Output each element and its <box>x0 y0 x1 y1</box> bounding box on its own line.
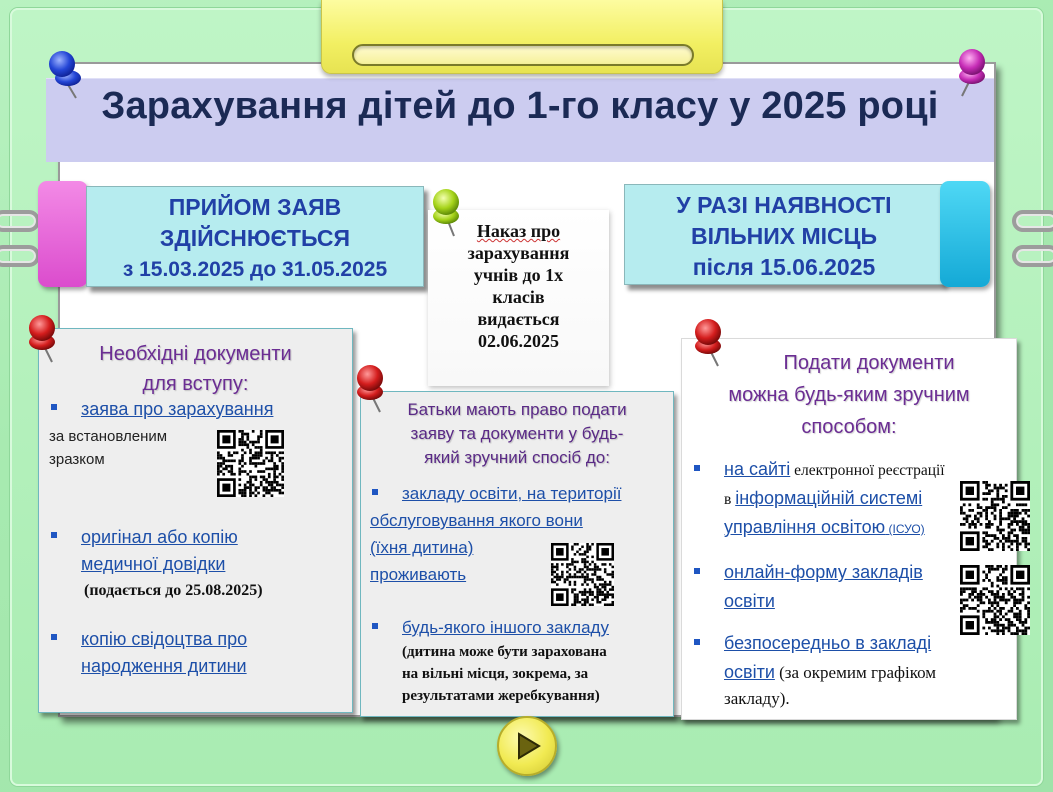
isuo-abbr-link[interactable]: (ІСУО) <box>885 522 925 536</box>
online-form-link-line1[interactable]: онлайн-форму закладів <box>724 562 923 582</box>
bullet-icon <box>694 465 700 471</box>
note-line3: учнів до 1х <box>473 265 564 285</box>
medical-certificate-link-line1[interactable]: оригінал або копію <box>81 527 238 547</box>
magenta-pushpin-icon <box>950 46 994 98</box>
other-school-link[interactable]: будь-якого іншого закладу <box>402 618 609 637</box>
red-pushpin-icon <box>348 362 392 414</box>
left-header-box <box>86 186 424 287</box>
education-management-link[interactable]: управління освітою <box>724 517 886 537</box>
local-school-link-line2[interactable]: обслуговування якого вони <box>370 511 583 530</box>
red-pushpin-icon <box>686 316 730 368</box>
left-header-line1: ПРИЙОМ ЗАЯВ <box>168 194 342 220</box>
bullet-icon <box>372 623 378 629</box>
right-header-tab <box>940 181 990 287</box>
bullet-icon <box>694 568 700 574</box>
parents-rights-heading <box>361 398 673 470</box>
bullet-icon <box>51 634 57 640</box>
in-person-link-line2[interactable]: освіти <box>724 662 775 682</box>
qr-code-icon[interactable] <box>960 481 1030 551</box>
submission-heading-line2: можна будь-яким зручним <box>728 384 970 406</box>
note-line2: зарахування <box>467 243 570 263</box>
birth-certificate-link-line2[interactable]: народження дитини <box>81 656 247 676</box>
submission-heading <box>682 347 1016 443</box>
note-line6: 02.06.2025 <box>478 331 559 351</box>
in-person-link-line1[interactable]: безпосередньо в закладі <box>724 633 932 653</box>
application-link[interactable]: заява про зарахування <box>81 399 274 419</box>
left-header-tab <box>38 181 88 287</box>
note-line5: видається <box>477 309 560 329</box>
website-text: електронної реєстрації <box>790 462 945 479</box>
medical-certificate-link-line2[interactable]: медичної довідки <box>81 554 226 574</box>
note-line4: класів <box>492 287 545 307</box>
right-header-line1: У РАЗІ НАЯВНОСТІ <box>676 192 892 218</box>
local-school-link-line1[interactable]: закладу освіти, на території <box>402 484 622 503</box>
right-ring-icon <box>1012 210 1053 232</box>
bullet-icon <box>372 489 378 495</box>
submission-heading-line1: Подати документи <box>783 352 955 374</box>
medical-certificate-deadline: (подається до 25.08.2025) <box>84 582 263 599</box>
right-ring-icon <box>1012 245 1053 267</box>
qr-code-icon[interactable] <box>960 565 1030 635</box>
in-person-line2 <box>724 659 936 685</box>
note-line1: Наказ про <box>476 221 561 241</box>
bullet-icon <box>51 404 57 410</box>
top-clip-icon <box>321 0 723 74</box>
other-school-note-line2: на вільні місця, зокрема, за <box>402 666 589 682</box>
clip-slot <box>352 44 694 66</box>
left-header-line3: з 15.03.2025 до 31.05.2025 <box>122 258 388 281</box>
title-bar <box>46 78 994 162</box>
blue-pushpin-icon <box>42 48 86 100</box>
website-prefix: в <box>724 491 736 508</box>
page-title: Зарахування дітей до 1-го класу у 2025 році <box>101 85 939 127</box>
parents-heading-line3: який зручний спосіб до: <box>424 448 610 467</box>
next-slide-button[interactable] <box>497 716 557 776</box>
documents-heading-line1: Необхідні документи <box>99 343 292 365</box>
parents-heading-line2: заяву та документи у будь- <box>410 424 624 443</box>
template-note-line2: зразком <box>49 451 105 468</box>
next-arrow-icon <box>499 718 555 774</box>
qr-code-icon[interactable] <box>217 430 284 497</box>
website-item-line2 <box>724 485 922 511</box>
right-header-box <box>624 184 944 285</box>
in-person-text-line2: закладу). <box>724 689 790 708</box>
documents-heading <box>39 339 352 399</box>
info-system-link[interactable]: інформаційній системі <box>735 488 923 508</box>
bullet-icon <box>694 639 700 645</box>
right-header-line2: ВІЛЬНИХ МІСЦЬ <box>690 223 878 249</box>
website-item-line1 <box>724 456 945 482</box>
left-header-line2: ЗДІЙСНЮЄТЬСЯ <box>159 225 351 251</box>
documents-heading-line2: для вступу: <box>142 373 249 395</box>
red-pushpin-icon <box>20 312 64 364</box>
right-header-line3: після 15.06.2025 <box>692 254 876 280</box>
submission-heading-line3: способом: <box>801 416 897 438</box>
green-pushpin-icon <box>424 186 468 238</box>
local-school-link-line3[interactable]: (їхня дитина) <box>370 538 474 557</box>
birth-certificate-link-line1[interactable]: копію свідоцтва про <box>81 629 248 649</box>
bullet-icon <box>51 532 57 538</box>
template-note-line1: за встановленим <box>49 428 168 445</box>
in-person-text: (за окремим графіком <box>774 663 937 682</box>
local-school-link-line4[interactable]: проживають <box>370 565 467 584</box>
left-ring-icon <box>0 210 40 232</box>
online-form-link-line2[interactable]: освіти <box>724 591 775 611</box>
other-school-note-line1: (дитина може бути зарахована <box>402 644 607 660</box>
qr-code-icon[interactable] <box>551 543 614 606</box>
website-link[interactable]: на сайті <box>724 459 791 479</box>
parents-heading-line1: Батьки мають право подати <box>407 400 627 419</box>
other-school-note-line3: результатами жеребкування) <box>402 688 600 704</box>
website-item-line3 <box>724 514 925 542</box>
left-ring-icon <box>0 245 40 267</box>
